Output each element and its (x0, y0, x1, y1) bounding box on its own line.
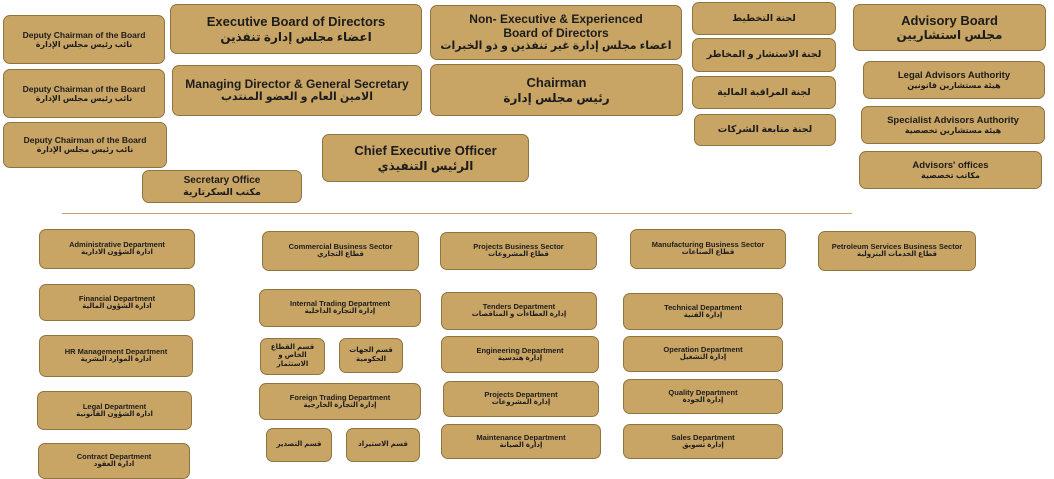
import-section-box (346, 428, 420, 462)
section-title-ar: قسم الاستيراد (358, 440, 408, 448)
deputy-chairman-box-1 (3, 15, 165, 64)
sector-title-ar: قطاع الصناعات (681, 249, 735, 257)
deputy-chairman-title-ar: نائب رئيس مجلس الإدارة (35, 39, 133, 49)
committee-label: لجنة المراقبة المالية (717, 86, 811, 98)
ceo-title: Chief Executive Officer (354, 143, 497, 158)
non-executive-board-box (430, 5, 682, 60)
financial-department-box (39, 284, 195, 321)
sector-title: Manufacturing Business Sector (651, 240, 765, 250)
managing-director-title: Managing Director & General Secretary (185, 76, 409, 91)
department-title: Quality Department (668, 387, 738, 397)
foreign-trading-box (259, 383, 421, 420)
advisory-board-title-ar: مجلس استشاريين (896, 28, 1003, 43)
department-title: Foreign Trading Department (289, 392, 391, 402)
department-title-ar: إدارة تسويق (682, 441, 724, 449)
department-title-ar: ادارة العقود (93, 461, 135, 469)
legal-advisors-box (863, 61, 1045, 99)
department-title-ar: ادارة الشؤون القانونية (76, 410, 153, 418)
tenders-department-box (441, 292, 597, 330)
deputy-chairman-title: Deputy Chairman of the Board (23, 135, 147, 146)
department-title-ar: ادارة الشؤون المالية (82, 302, 152, 310)
advisory-board-box (853, 4, 1046, 51)
committee-companies-followup-box (694, 114, 836, 146)
government-section-box (339, 338, 403, 373)
chairman-title-ar: رئيس مجلس إدارة (503, 90, 610, 105)
secretary-office-title-ar: مكتب السكرتارية (183, 186, 261, 198)
sales-department-box (623, 424, 783, 459)
section-title-ar: قسم الجهات الحكومية (349, 347, 393, 363)
department-title-ar: إدارة الصيانة (499, 441, 543, 449)
projects-department-box (443, 381, 599, 417)
quality-department-box (623, 379, 783, 414)
sector-title: Projects Business Sector (473, 242, 564, 252)
committee-label: لجنة متابعة الشركات (717, 124, 813, 136)
committee-label: لجنة الاستشار و المخاطر (706, 49, 822, 61)
department-title-ar: إدارة العطاءات و المناقصات (471, 311, 567, 319)
legal-advisors-title: Legal Advisors Authority (897, 69, 1011, 81)
non-executive-board-title-ar: اعضاء مجلس إدارة غير تنفذين و ذو الخبرات (440, 40, 672, 53)
department-title: Operation Department (663, 345, 743, 355)
executive-board-title-ar: اعضاء مجلس إدارة تنفذين (220, 29, 372, 44)
department-title: Administrative Department (69, 240, 165, 250)
commercial-sector-box (262, 231, 419, 271)
department-title: Sales Department (671, 432, 735, 442)
specialist-advisors-box (861, 106, 1045, 144)
deputy-chairman-title-ar: نائب رئيس مجلس الإدارة (35, 93, 133, 103)
department-title-ar: إدارة هندسية (497, 354, 543, 362)
export-section-box (266, 428, 332, 462)
sector-title: Petroleum Services Business Sector (831, 242, 963, 252)
department-title: Legal Department (82, 401, 147, 411)
advisors-offices-box (859, 151, 1042, 189)
department-title: Tenders Department (482, 302, 556, 312)
sector-title: Commercial Business Sector (288, 242, 393, 252)
chairman-title: Chairman (526, 75, 587, 90)
legal-department-box (37, 391, 192, 430)
department-title: Internal Trading Department (289, 299, 391, 309)
hr-department-box (39, 335, 193, 377)
department-title-ar: إدارة المشروعات (491, 399, 551, 407)
petroleum-sector-box (818, 231, 976, 271)
advisors-offices-title-ar: مكاتب تخصصية (921, 170, 980, 180)
maintenance-department-box (441, 424, 601, 459)
sector-title-ar: قطاع الخدمات البترولية (857, 251, 937, 259)
managing-director-box (172, 65, 422, 116)
section-title-ar: قسم التصدير (276, 440, 322, 448)
sector-title-ar: قطاع المشروعات (488, 251, 549, 259)
administrative-department-box (39, 229, 195, 269)
sector-title-ar: قطاع التجاري (317, 251, 364, 259)
committee-consulting-risk-box (692, 38, 836, 72)
department-title: Financial Department (78, 293, 156, 303)
projects-sector-box (440, 232, 597, 270)
section-title-ar: قسم القطاع الخاص و الاستثمار (270, 344, 315, 368)
technical-department-box (623, 293, 783, 330)
section-divider (62, 213, 852, 214)
department-title: HR Management Department (64, 347, 168, 357)
department-title-ar: إدارة الجودة (682, 396, 724, 404)
managing-director-title-ar: الامين العام و العضو المنتدب (220, 91, 374, 104)
department-title-ar: إدارة الفنية (683, 311, 723, 319)
contract-department-box (38, 443, 190, 479)
department-title: Engineering Department (476, 345, 564, 355)
executive-board-box (170, 4, 422, 54)
department-title-ar: إدارة التشغيل (679, 354, 727, 362)
committee-planning-box (692, 2, 836, 35)
department-title: Maintenance Department (476, 432, 566, 442)
executive-board-title: Executive Board of Directors (206, 14, 386, 29)
department-title: Contract Department (76, 452, 152, 462)
non-executive-board-subtitle: Board of Directors (503, 25, 609, 40)
advisory-board-title: Advisory Board (901, 12, 998, 28)
deputy-chairman-title-ar: نائب رئيس مجلس الإدارة (36, 145, 134, 155)
department-title-ar: ادارة الشؤون الادارية (81, 249, 153, 257)
department-title-ar: ادارة الموارد البشرية (80, 356, 152, 364)
department-title-ar: إدارة التجارة الداخلية (304, 308, 376, 316)
department-title: Projects Department (484, 390, 558, 400)
deputy-chairman-box-2 (3, 69, 165, 118)
secretary-office-box (142, 170, 302, 203)
specialist-advisors-title-ar: هيئة مستشارين تخصصية (904, 125, 1002, 135)
specialist-advisors-title: Specialist Advisors Authority (887, 114, 1019, 126)
chairman-box (430, 64, 683, 116)
non-executive-board-title: Non- Executive & Experienced (469, 11, 643, 26)
deputy-chairman-box-3 (3, 122, 167, 168)
legal-advisors-title-ar: هيئة مستشارين قانونين (907, 80, 1001, 90)
ceo-box (322, 134, 529, 182)
committee-financial-control-box (692, 76, 836, 109)
manufacturing-sector-box (630, 229, 786, 269)
deputy-chairman-title: Deputy Chairman of the Board (22, 83, 146, 94)
department-title-ar: إدارة التجارة الخارجية (303, 401, 377, 409)
ceo-title-ar: الرئيس التنفيذي (377, 158, 474, 173)
deputy-chairman-title: Deputy Chairman of the Board (22, 29, 146, 40)
department-title: Technical Department (664, 302, 742, 312)
operation-department-box (623, 336, 783, 372)
internal-trading-box (259, 289, 421, 327)
advisors-offices-title: Advisors' offices (912, 159, 989, 171)
secretary-office-title: Secretary Office (183, 174, 261, 186)
committee-label: لجنة التخطيط (732, 12, 796, 24)
private-sector-section-box (260, 338, 325, 375)
engineering-department-box (441, 336, 599, 373)
